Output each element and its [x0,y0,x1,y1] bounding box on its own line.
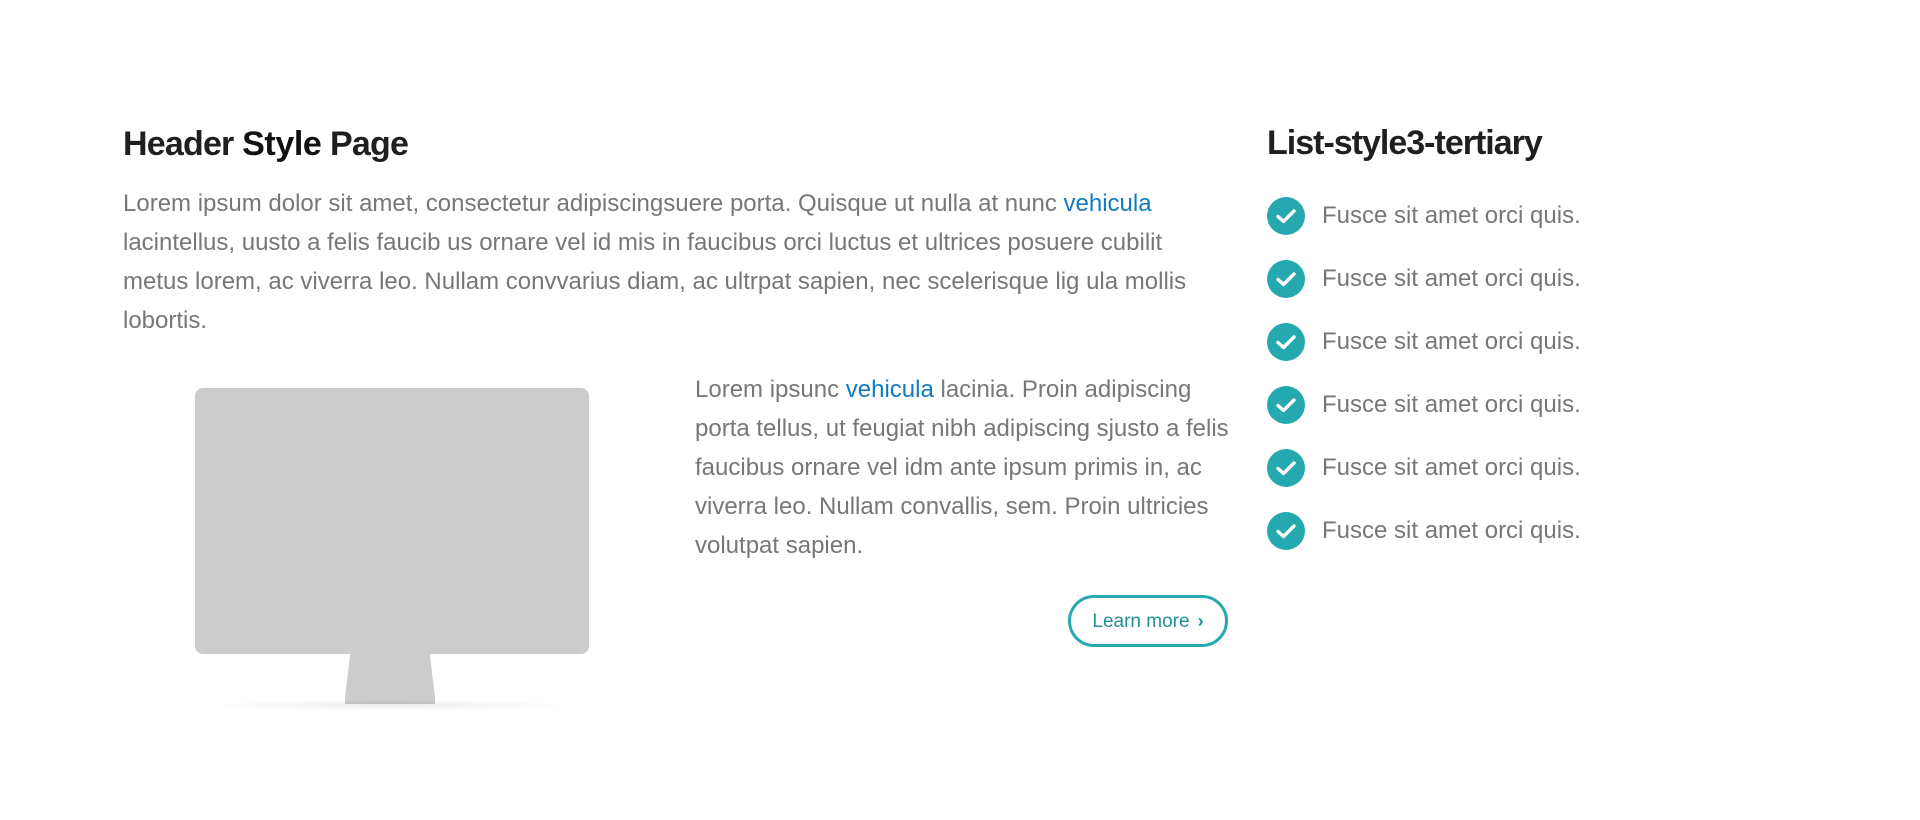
list-item-label: Fusce sit amet orci quis. [1322,201,1581,229]
checkmark-icon [1276,460,1296,476]
list-item-label: Fusce sit amet orci quis. [1322,390,1581,418]
media-text-end: lacinia. Proin adipiscing porta tellus, ut feugiat nibh adipiscing sjusto a felis faucibus ornare vel idm ante ipsum primis in, ac viverra leo. Nullam convallis, sem. Proin ultricies volutpat sapien. [695,376,1229,559]
media-paragraph [695,370,1235,565]
check-circle-icon [1267,323,1305,361]
list-item [1267,373,1887,436]
monitor-shadow [205,700,575,710]
list-item [1267,247,1887,310]
media-text [695,370,1235,565]
list-item [1267,436,1887,499]
checkmark-icon [1276,523,1296,539]
intro-vehicula-link[interactable]: vehicula [1063,190,1152,217]
check-circle-icon [1267,197,1305,235]
list-item-label: Fusce sit amet orci quis. [1322,264,1581,292]
learn-more-button[interactable] [1068,595,1228,647]
check-circle-icon [1267,449,1305,487]
media-vehicula-link[interactable]: vehicula [845,376,934,403]
check-circle-icon [1267,260,1305,298]
monitor-image [195,388,589,706]
monitor-stand [345,652,435,704]
list-section [1267,122,1887,562]
media-row [123,370,1233,730]
list-item-label: Fusce sit amet orci quis. [1322,327,1581,355]
page-title [123,122,1233,166]
check-circle-icon [1267,386,1305,424]
page-title-strong: Style [242,125,322,163]
intro-text-start: Lorem ipsum dolor sit amet, consectetur adipiscingsuere porta. Quisque ut nulla at nunc [123,190,1064,217]
list-item-label: Fusce sit amet orci quis. [1322,453,1581,481]
media-text-start: Lorem ipsunc [695,376,846,403]
main-content [123,122,1233,730]
learn-more-label: Learn more [1092,611,1190,632]
checkmark-icon [1276,208,1296,224]
intro-text-end: lacintellus, uusto a felis faucib us ornare vel id mis in faucibus orci luctus et ultrices posuere cubilit metus lorem, ac viverra leo. Nullam convvarius diam, ac ultrpat sapien, nec scelerisque lig ula mollis lobortis. [123,229,1187,334]
list-item [1267,184,1887,247]
checkmark-icon [1276,397,1296,413]
list-item-label: Fusce sit amet orci quis. [1322,516,1581,544]
page-title-prefix: Header [123,125,243,163]
checkmark-icon [1276,271,1296,287]
list-title: List-style3-tertiary [1267,124,1542,162]
list-item [1267,310,1887,373]
intro-paragraph [123,184,1233,340]
page-title-suffix: Page [321,125,409,163]
checkmark-icon [1276,334,1296,350]
check-circle-icon [1267,512,1305,550]
chevron-right-icon: › [1197,611,1204,631]
monitor-screen [195,388,589,654]
list-item [1267,499,1887,562]
check-list [1267,184,1887,562]
